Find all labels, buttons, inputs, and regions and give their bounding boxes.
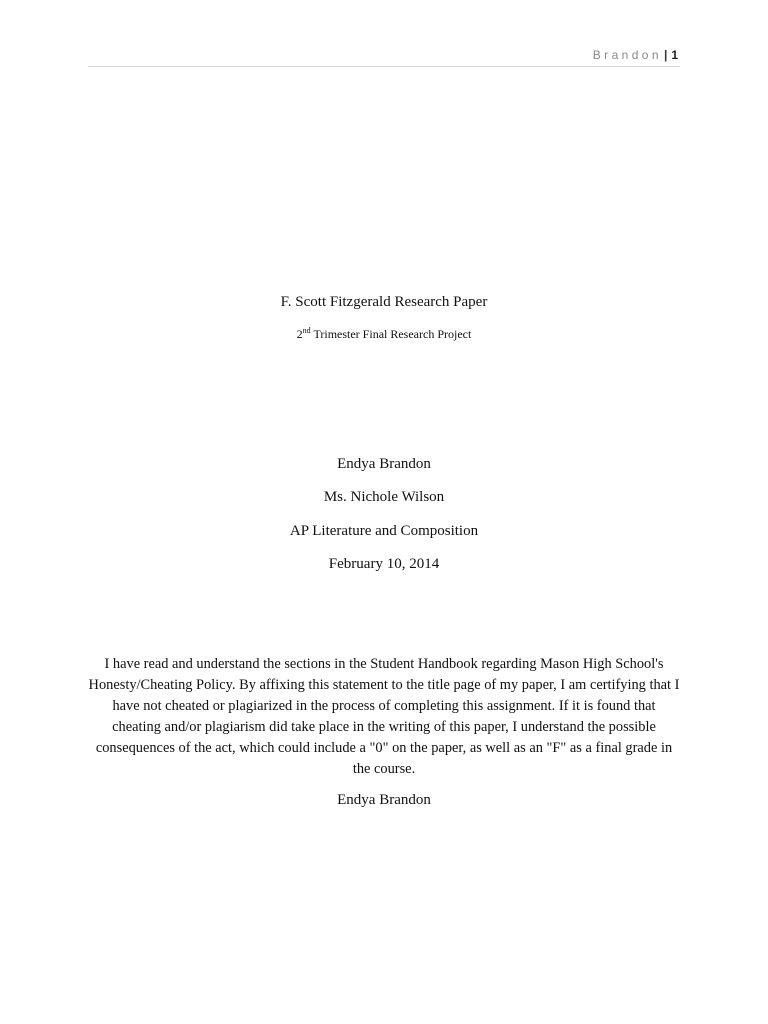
subtitle-ordinal-suffix: nd — [302, 326, 311, 335]
paper-subtitle — [0, 325, 768, 343]
page-number: 1 — [671, 48, 678, 62]
submission-date: February 10, 2014 — [328, 556, 440, 572]
student-name: Endya Brandon — [337, 456, 431, 472]
signature: Endya Brandon — [337, 792, 431, 808]
header-separator: | — [663, 48, 668, 62]
header-name: Brandon — [592, 48, 662, 62]
teacher-name: Ms. Nichole Wilson — [323, 489, 445, 505]
subtitle-ordinal-number: 2 — [296, 327, 303, 341]
header-rule — [88, 66, 680, 67]
course-name: AP Literature and Composition — [289, 523, 479, 539]
honesty-statement: I have read and understand the sections in the Student Handbook regarding Mason High School's Honesty/Cheating Policy. By affixing this statement to the title page of my paper, I am certifying that I have not cheated or plagiarized in the process of completing this assignment. If it is found that cheating and/or plagiarism did take place in the writing of this paper, I understand the possible consequences of the act, which could include a "0" on the paper, as well as an "F" as a final grade in the course. — [88, 656, 680, 777]
page-header — [593, 46, 678, 64]
paper-title: F. Scott Fitzgerald Research Paper — [280, 294, 488, 310]
subtitle-text: Trimester Final Research Project — [310, 327, 472, 341]
